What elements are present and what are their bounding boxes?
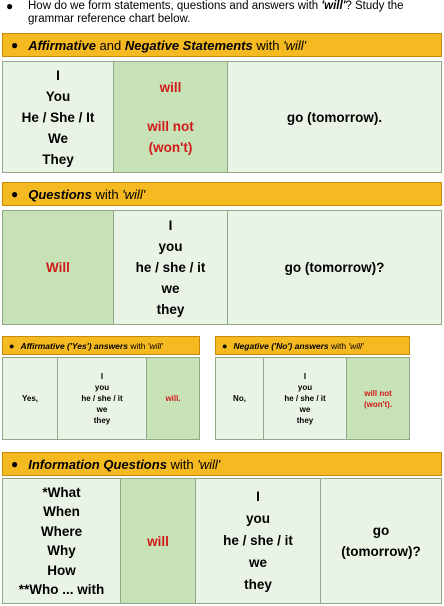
header-and: and [95,37,125,53]
yes-text: Yes, [21,394,38,403]
verb-cell [228,62,441,172]
bullet-icon: ● [6,0,14,13]
will-cell [121,479,196,603]
subject: He / She / It [21,109,95,125]
no-answers-table [215,357,410,440]
bullet-icon: ● [222,340,228,351]
subject: You [45,88,71,104]
header-with: with [91,186,123,202]
will-text: will. [165,394,181,403]
bullet-icon: ● [11,187,19,201]
header-will: 'will' [348,340,364,351]
header-with: with [166,456,198,472]
section-questions-header [2,182,442,206]
will-text: Will [46,260,70,275]
yes-answers-table [2,357,200,440]
subject: they [93,416,111,425]
verb-text: go (tomorrow). [286,109,383,125]
subject: he / she / it [284,394,326,403]
subject: We [47,130,68,146]
header-will: 'will' [283,37,307,53]
subject: they [156,302,185,317]
question-word: Why [47,543,76,558]
subject: we [248,555,267,570]
subject: we [299,405,311,414]
header-title-a: Negative ('No') answers [233,340,329,351]
subject: I [100,372,104,381]
will-text: will [147,533,169,549]
header-title-a: Information Questions [28,456,167,472]
subjects-cell [3,62,114,172]
verb-text: go [372,523,390,538]
section-no-answers-header [215,336,410,355]
subject: we [96,405,108,414]
question-word: Where [40,523,83,539]
question-words-cell [3,479,121,603]
intro-text [28,0,440,26]
header-with: with [252,37,284,53]
verb-cell [228,211,441,324]
header-title-a: Questions [28,186,92,202]
bullet-icon: ● [9,340,15,351]
header-with: with [328,340,349,351]
subject: they [244,577,272,592]
bullet-icon: ● [11,457,19,471]
header-will: 'will' [197,456,221,472]
subject: he / she / it [223,533,293,548]
will-not-text: will not [147,118,194,134]
subject: you [297,383,313,392]
header-title-a: Affirmative ('Yes') answers [20,340,128,351]
subject: he / she / it [81,394,123,403]
header-title-a: Affirmative [28,37,96,53]
verb-text: (tomorrow)? [341,544,421,559]
verb-cell [321,479,441,603]
information-questions-table [2,478,442,604]
section-yes-answers-header [2,336,200,355]
yes-cell [3,358,58,439]
wont-text: (won't). [363,399,393,409]
header-will: 'will' [122,186,146,202]
no-cell [216,358,264,439]
question-word: When [43,504,80,519]
will-text: will [159,79,182,95]
verb-text: go (tomorrow)? [284,260,385,275]
subject: They [42,151,74,167]
subject: I [303,372,307,381]
statements-table [2,61,442,173]
intro-text-post: ? Study the grammar reference chart below. [28,0,404,25]
subject: you [94,383,110,392]
header-with: with [127,340,148,351]
subject: I [56,67,60,83]
bullet-icon: ● [11,38,19,52]
question-word: **Who ... with [18,582,105,597]
intro-text-pre: How do we form statements, questions and answers with [28,0,322,12]
header-title-b: Negative Statements [124,37,253,53]
question-word: *What [42,484,81,500]
subject: we [161,281,180,296]
will-cell [147,358,199,439]
section-affirmative-negative-header [2,33,442,57]
subject: you [245,511,270,526]
header-will: 'will' [147,340,163,351]
subject: they [296,416,314,425]
will-not-text: will not [364,388,392,398]
subject: I [256,489,260,504]
subjects-cell [114,211,228,324]
section-information-questions-header [2,452,442,476]
subject: he / she / it [135,260,206,275]
wont-text: (won't) [148,139,193,155]
subjects-cell [196,479,321,603]
subjects-cell [58,358,147,439]
subject: you [158,239,183,254]
question-word: How [47,562,76,578]
subjects-cell [264,358,347,439]
will-not-cell [347,358,409,439]
intro-will: 'will' [321,0,346,12]
no-text: No, [233,394,246,403]
will-cell [114,62,228,172]
subject: I [168,218,173,233]
questions-table [2,210,442,325]
will-cell [3,211,114,324]
